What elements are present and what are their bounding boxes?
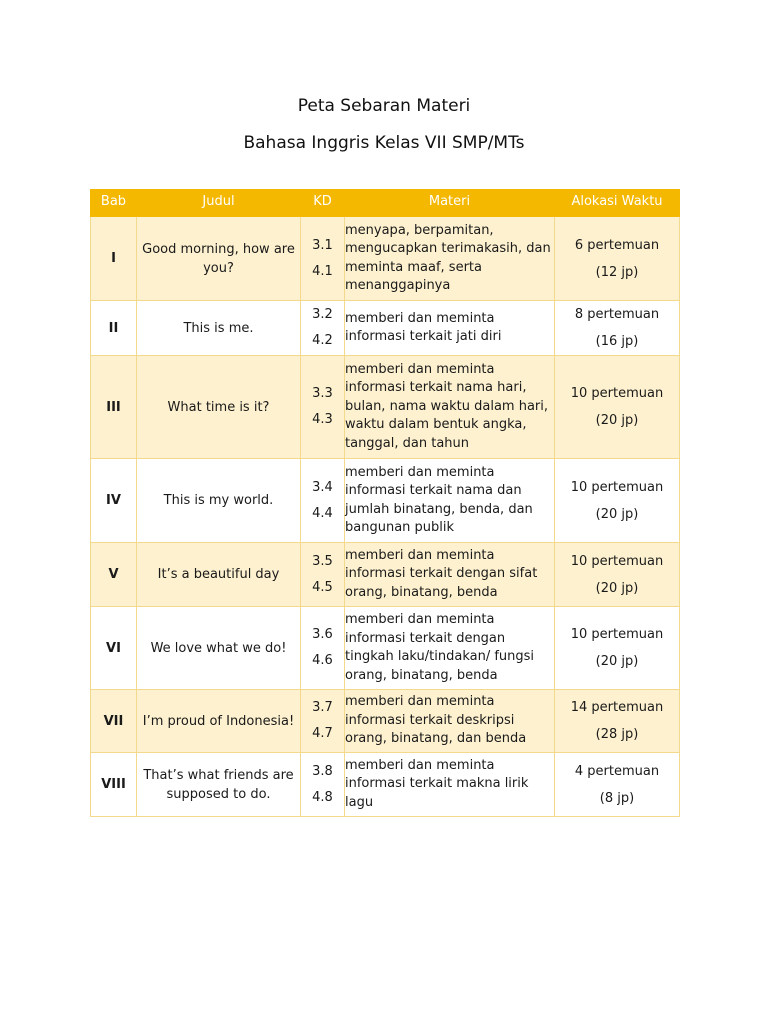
judul-cell: We love what we do!	[137, 607, 301, 690]
page-title: Peta Sebaran Materi	[297, 96, 471, 116]
judul-cell: That’s what friends are supposed to do.	[137, 753, 301, 817]
kd-cell	[301, 543, 345, 607]
jp-value: (12 jp)	[595, 264, 639, 280]
jp-value: (20 jp)	[595, 654, 639, 669]
kd-value: 4.1	[312, 263, 333, 279]
table-row	[91, 459, 680, 543]
materi-cell: memberi dan meminta informasi terkait nama dan jumlah binatang, benda, dan bangunan publik	[345, 459, 555, 543]
kd-value: 4.8	[312, 789, 333, 805]
jp-value: (28 jp)	[595, 727, 639, 742]
bab-cell: II	[91, 301, 137, 356]
header-judul: Judul	[137, 190, 301, 217]
materi-cell: memberi dan meminta informasi terkait jati diri	[345, 301, 555, 356]
header-bab: Bab	[91, 190, 137, 217]
kd-value: 4.5	[312, 579, 333, 595]
header-materi: Materi	[345, 190, 555, 217]
jp-value: (20 jp)	[595, 506, 639, 522]
kd-value: 3.5	[312, 553, 333, 569]
kd-value: 3.4	[312, 479, 333, 495]
pertemuan-value: 4 pertemuan	[574, 763, 660, 779]
table-row	[91, 217, 680, 301]
kd-value: 4.7	[312, 726, 333, 741]
judul-cell: This is my world.	[137, 459, 301, 543]
table-header-row	[91, 190, 680, 217]
table-row	[91, 301, 680, 356]
kd-value: 3.3	[312, 386, 333, 401]
pertemuan-value: 10 pertemuan	[570, 479, 664, 495]
header-kd: KD	[301, 190, 345, 217]
judul-cell: What time is it?	[137, 356, 301, 459]
kd-value: 3.7	[312, 700, 333, 715]
kd-cell	[301, 753, 345, 817]
kd-cell	[301, 217, 345, 301]
materi-cell: memberi dan meminta informasi terkait dengan sifat orang, binatang, benda	[345, 543, 555, 607]
kd-cell	[301, 459, 345, 543]
table-row	[91, 753, 680, 817]
pertemuan-value: 14 pertemuan	[570, 700, 664, 715]
kd-value: 4.6	[312, 653, 333, 668]
page-subtitle: Bahasa Inggris Kelas VII SMP/MTs	[243, 133, 525, 153]
bab-cell: IV	[91, 459, 137, 543]
pertemuan-value: 8 pertemuan	[574, 307, 660, 322]
table-row	[91, 690, 680, 753]
kd-value: 3.8	[312, 763, 333, 779]
kd-value: 3.2	[312, 307, 333, 322]
materi-cell: memberi dan meminta informasi terkait makna lirik lagu	[345, 753, 555, 817]
jp-value: (20 jp)	[595, 413, 639, 428]
pertemuan-value: 10 pertemuan	[570, 553, 664, 569]
bab-cell: VI	[91, 607, 137, 690]
kd-value: 4.3	[312, 412, 333, 427]
alokasi-cell	[555, 607, 680, 690]
materi-cell: memberi dan meminta informasi terkait nama hari, bulan, nama waktu dalam hari, waktu dalam bentuk angka, tanggal, dan tahun	[345, 356, 555, 459]
pertemuan-value: 10 pertemuan	[570, 627, 664, 642]
bab-cell: VII	[91, 690, 137, 753]
bab-cell: V	[91, 543, 137, 607]
kd-cell	[301, 607, 345, 690]
alokasi-cell	[555, 217, 680, 301]
judul-cell: It’s a beautiful day	[137, 543, 301, 607]
kd-value: 3.1	[312, 237, 333, 253]
kd-cell	[301, 301, 345, 356]
alokasi-cell	[555, 690, 680, 753]
judul-cell: Good morning, how are you?	[137, 217, 301, 301]
judul-cell: I’m proud of Indonesia!	[137, 690, 301, 753]
kd-value: 3.6	[312, 627, 333, 642]
bab-cell: III	[91, 356, 137, 459]
bab-cell: I	[91, 217, 137, 301]
table-row	[91, 543, 680, 607]
materi-cell: menyapa, berpamitan, mengucapkan terimakasih, dan meminta maaf, serta menanggapinya	[345, 217, 555, 301]
judul-cell: This is me.	[137, 301, 301, 356]
kd-cell	[301, 690, 345, 753]
bab-cell: VIII	[91, 753, 137, 817]
alokasi-cell	[555, 301, 680, 356]
jp-value: (8 jp)	[599, 790, 635, 806]
kd-value: 4.4	[312, 505, 333, 521]
table-row	[91, 356, 680, 459]
alokasi-cell	[555, 356, 680, 459]
kd-cell	[301, 356, 345, 459]
materi-cell: memberi dan meminta informasi terkait deskripsi orang, binatang, dan benda	[345, 690, 555, 753]
jp-value: (20 jp)	[595, 580, 639, 596]
alokasi-cell	[555, 459, 680, 543]
materi-cell: memberi dan meminta informasi terkait dengan tingkah laku/tindakan/ fungsi orang, binatang, benda	[345, 607, 555, 690]
pertemuan-value: 10 pertemuan	[570, 386, 664, 401]
alokasi-cell	[555, 543, 680, 607]
alokasi-cell	[555, 753, 680, 817]
jp-value: (16 jp)	[595, 334, 639, 349]
pertemuan-value: 6 pertemuan	[574, 237, 660, 253]
table-row	[91, 607, 680, 690]
materi-table	[90, 189, 680, 817]
kd-value: 4.2	[312, 333, 333, 348]
header-alokasi: Alokasi Waktu	[555, 190, 680, 217]
